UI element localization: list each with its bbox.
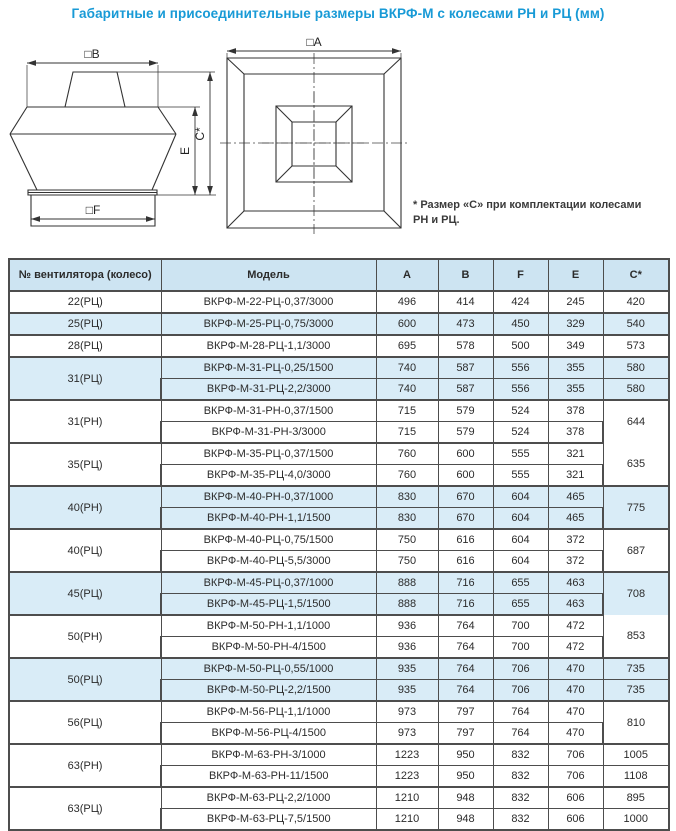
dim-f-cell: 655	[493, 594, 548, 616]
header-cell-3: В	[438, 259, 493, 291]
table-row	[9, 291, 669, 313]
dim-b-cell: 587	[438, 379, 493, 401]
dim-b-cell: 950	[438, 744, 493, 766]
dimension-e	[157, 107, 216, 195]
model-cell: ВКРФ-М-40-РЦ-0,75/1500	[161, 529, 376, 551]
dim-f-cell: 450	[493, 313, 548, 335]
wheel-cell: 50(РН)	[9, 615, 161, 658]
table-row	[9, 701, 669, 723]
fan-side-view-drawing	[4, 37, 224, 235]
dim-a-cell: 935	[376, 658, 438, 680]
dim-b-cell: 716	[438, 594, 493, 616]
dim-e-cell: 706	[548, 744, 603, 766]
dim-a-cell: 973	[376, 723, 438, 745]
dim-a-cell: 740	[376, 379, 438, 401]
centerlines	[220, 53, 410, 234]
dim-f-cell: 764	[493, 701, 548, 723]
dim-c-cell: 1108	[603, 766, 669, 788]
table-body	[9, 291, 669, 830]
dim-f-cell: 706	[493, 680, 548, 702]
figure-note-line2: РН и РЦ.	[413, 213, 460, 226]
wheel-cell: 31(РЦ)	[9, 357, 161, 400]
dim-c-cell: 573	[603, 335, 669, 357]
dim-e-cell: 355	[548, 379, 603, 401]
dim-c-cell: 420	[603, 291, 669, 313]
dim-b-cell: 578	[438, 335, 493, 357]
dim-b-cell: 587	[438, 357, 493, 379]
dim-a-cell: 1223	[376, 766, 438, 788]
dim-e-cell: 372	[548, 551, 603, 573]
table-row	[9, 357, 669, 379]
dim-b-cell: 797	[438, 701, 493, 723]
dim-b-cell: 600	[438, 443, 493, 465]
dim-a-cell: 1210	[376, 809, 438, 831]
table-row	[9, 443, 669, 465]
dim-a-cell: 1223	[376, 744, 438, 766]
table-row	[9, 572, 669, 594]
table-row	[9, 744, 669, 766]
dimension-b-label: □B	[84, 47, 100, 61]
dim-b-cell: 670	[438, 486, 493, 508]
dim-f-cell: 764	[493, 723, 548, 745]
dim-a-cell: 750	[376, 529, 438, 551]
dim-f-cell: 604	[493, 486, 548, 508]
dim-e-cell: 465	[548, 486, 603, 508]
header-cell-2: А	[376, 259, 438, 291]
wheel-cell: 31(РН)	[9, 400, 161, 443]
dim-f-cell: 832	[493, 766, 548, 788]
dim-c-cell: 644	[603, 400, 669, 443]
model-cell: ВКРФ-М-28-РЦ-1,1/3000	[161, 335, 376, 357]
model-cell: ВКРФ-М-31-РН-3/3000	[161, 422, 376, 444]
wheel-cell: 28(РЦ)	[9, 335, 161, 357]
dim-a-cell: 496	[376, 291, 438, 313]
dim-b-cell: 579	[438, 400, 493, 422]
dim-a-cell: 740	[376, 357, 438, 379]
table-row	[9, 313, 669, 335]
dim-b-cell: 716	[438, 572, 493, 594]
dim-f-cell: 706	[493, 658, 548, 680]
table-row	[9, 486, 669, 508]
dim-c-cell: 635	[603, 443, 669, 486]
model-cell: ВКРФ-М-31-РЦ-2,2/3000	[161, 379, 376, 401]
dim-b-cell: 764	[438, 658, 493, 680]
dimensions-table	[8, 258, 670, 831]
dim-f-cell: 832	[493, 744, 548, 766]
wheel-cell: 63(РН)	[9, 744, 161, 787]
page-title: Габаритные и присоединительные размеры ВКРФ-М с колесами РН и РЦ (мм)	[71, 6, 605, 21]
dim-e-cell: 465	[548, 508, 603, 530]
dim-c-cell: 775	[603, 486, 669, 529]
dimension-c-label: C*	[193, 127, 207, 141]
dimension-f	[31, 203, 155, 219]
dim-c-cell: 1005	[603, 744, 669, 766]
dim-a-cell: 760	[376, 443, 438, 465]
dim-f-cell: 700	[493, 637, 548, 659]
model-cell: ВКРФ-М-50-РЦ-0,55/1000	[161, 658, 376, 680]
model-cell: ВКРФ-М-63-РЦ-2,2/1000	[161, 787, 376, 809]
dim-f-cell: 524	[493, 422, 548, 444]
dim-f-cell: 555	[493, 465, 548, 487]
dim-a-cell: 830	[376, 508, 438, 530]
model-cell: ВКРФ-М-31-РЦ-0,25/1500	[161, 357, 376, 379]
wheel-cell: 56(РЦ)	[9, 701, 161, 744]
dim-b-cell: 600	[438, 465, 493, 487]
header-cell-0: № вентилятора (колесо)	[9, 259, 161, 291]
dim-e-cell: 472	[548, 615, 603, 637]
dim-c-cell: 708	[603, 572, 669, 615]
header-cell-5: Е	[548, 259, 603, 291]
dim-f-cell: 604	[493, 529, 548, 551]
model-cell: ВКРФ-М-40-РН-1,1/1500	[161, 508, 376, 530]
dim-f-cell: 524	[493, 400, 548, 422]
model-cell: ВКРФ-М-63-РЦ-7,5/1500	[161, 809, 376, 831]
dim-e-cell: 372	[548, 529, 603, 551]
dim-f-cell: 556	[493, 357, 548, 379]
model-cell: ВКРФ-М-40-РН-0,37/1000	[161, 486, 376, 508]
dim-e-cell: 463	[548, 594, 603, 616]
table-row	[9, 658, 669, 680]
dim-e-cell: 470	[548, 723, 603, 745]
dim-b-cell: 950	[438, 766, 493, 788]
dim-c-cell: 810	[603, 701, 669, 744]
model-cell: ВКРФ-М-50-РЦ-2,2/1500	[161, 680, 376, 702]
dim-c-cell: 853	[603, 615, 669, 658]
model-cell: ВКРФ-М-50-РН-4/1500	[161, 637, 376, 659]
model-cell: ВКРФ-М-56-РЦ-4/1500	[161, 723, 376, 745]
dim-e-cell: 470	[548, 658, 603, 680]
dim-f-cell: 655	[493, 572, 548, 594]
dimension-f-label: □F	[85, 203, 101, 217]
dim-f-cell: 555	[493, 443, 548, 465]
dim-a-cell: 600	[376, 313, 438, 335]
dim-c-cell: 895	[603, 787, 669, 809]
dim-c-cell: 735	[603, 658, 669, 680]
dim-a-cell: 750	[376, 551, 438, 573]
table-row	[9, 335, 669, 357]
model-cell: ВКРФ-М-40-РЦ-5,5/3000	[161, 551, 376, 573]
dim-c-cell: 540	[603, 313, 669, 335]
dim-a-cell: 830	[376, 486, 438, 508]
dim-e-cell: 463	[548, 572, 603, 594]
dim-e-cell: 321	[548, 465, 603, 487]
fan-top-view-drawing	[222, 37, 412, 235]
figure-note	[413, 198, 668, 228]
header-cell-6: С*	[603, 259, 669, 291]
dim-f-cell: 832	[493, 809, 548, 831]
model-cell: ВКРФ-М-56-РЦ-1,1/1000	[161, 701, 376, 723]
dim-e-cell: 245	[548, 291, 603, 313]
dim-e-cell: 321	[548, 443, 603, 465]
dimension-b	[27, 47, 158, 107]
model-cell: ВКРФ-М-45-РЦ-0,37/1000	[161, 572, 376, 594]
model-cell: ВКРФ-М-63-РН-3/1000	[161, 744, 376, 766]
dim-a-cell: 973	[376, 701, 438, 723]
table-row	[9, 615, 669, 637]
dim-e-cell: 470	[548, 680, 603, 702]
dim-b-cell: 797	[438, 723, 493, 745]
dim-e-cell: 606	[548, 787, 603, 809]
dim-f-cell: 424	[493, 291, 548, 313]
dim-e-cell: 470	[548, 701, 603, 723]
wheel-cell: 40(РЦ)	[9, 529, 161, 572]
dim-f-cell: 700	[493, 615, 548, 637]
dim-b-cell: 616	[438, 551, 493, 573]
dim-e-cell: 606	[548, 809, 603, 831]
figure-note-line1: * Размер «С» при комплектации колесами	[413, 199, 642, 211]
dimension-a-label: □A	[306, 35, 322, 49]
model-cell: ВКРФ-М-45-РЦ-1,5/1500	[161, 594, 376, 616]
table-row	[9, 787, 669, 809]
dim-e-cell: 706	[548, 766, 603, 788]
dim-c-cell: 1000	[603, 809, 669, 831]
dim-c-cell: 580	[603, 357, 669, 379]
model-cell: ВКРФ-М-50-РН-1,1/1000	[161, 615, 376, 637]
dim-a-cell: 715	[376, 400, 438, 422]
model-cell: ВКРФ-М-35-РЦ-4,0/3000	[161, 465, 376, 487]
dim-f-cell: 500	[493, 335, 548, 357]
dim-b-cell: 473	[438, 313, 493, 335]
dim-a-cell: 888	[376, 572, 438, 594]
dim-e-cell: 378	[548, 422, 603, 444]
wheel-cell: 25(РЦ)	[9, 313, 161, 335]
dim-a-cell: 760	[376, 465, 438, 487]
dim-f-cell: 556	[493, 379, 548, 401]
table-header-row	[9, 259, 669, 291]
dim-a-cell: 695	[376, 335, 438, 357]
table-row	[9, 400, 669, 422]
wheel-cell: 35(РЦ)	[9, 443, 161, 486]
dim-f-cell: 604	[493, 508, 548, 530]
dim-b-cell: 948	[438, 787, 493, 809]
dim-b-cell: 764	[438, 680, 493, 702]
wheel-cell: 63(РЦ)	[9, 787, 161, 830]
header-cell-1: Модель	[161, 259, 376, 291]
dim-e-cell: 378	[548, 400, 603, 422]
table-row	[9, 529, 669, 551]
dim-b-cell: 764	[438, 637, 493, 659]
dim-a-cell: 935	[376, 680, 438, 702]
model-cell: ВКРФ-М-35-РЦ-0,37/1500	[161, 443, 376, 465]
wheel-cell: 50(РЦ)	[9, 658, 161, 701]
dim-c-cell: 735	[603, 680, 669, 702]
dimension-e-label: E	[178, 146, 192, 156]
model-cell: ВКРФ-М-63-РН-11/1500	[161, 766, 376, 788]
model-cell: ВКРФ-М-25-РЦ-0,75/3000	[161, 313, 376, 335]
dim-a-cell: 936	[376, 615, 438, 637]
dim-a-cell: 715	[376, 422, 438, 444]
dim-a-cell: 1210	[376, 787, 438, 809]
model-cell: ВКРФ-М-31-РН-0,37/1500	[161, 400, 376, 422]
dim-e-cell: 355	[548, 357, 603, 379]
dim-f-cell: 832	[493, 787, 548, 809]
dim-b-cell: 670	[438, 508, 493, 530]
dim-a-cell: 888	[376, 594, 438, 616]
model-cell: ВКРФ-М-22-РЦ-0,37/3000	[161, 291, 376, 313]
dim-b-cell: 579	[438, 422, 493, 444]
header-cell-4: F	[493, 259, 548, 291]
dim-a-cell: 936	[376, 637, 438, 659]
dim-b-cell: 616	[438, 529, 493, 551]
dim-e-cell: 329	[548, 313, 603, 335]
dim-e-cell: 349	[548, 335, 603, 357]
dim-c-cell: 580	[603, 379, 669, 401]
dim-c-cell: 687	[603, 529, 669, 572]
wheel-cell: 40(РН)	[9, 486, 161, 529]
wheel-cell: 22(РЦ)	[9, 291, 161, 313]
wheel-cell: 45(РЦ)	[9, 572, 161, 615]
dim-b-cell: 414	[438, 291, 493, 313]
dim-b-cell: 948	[438, 809, 493, 831]
dim-b-cell: 764	[438, 615, 493, 637]
dim-e-cell: 472	[548, 637, 603, 659]
dim-f-cell: 604	[493, 551, 548, 573]
